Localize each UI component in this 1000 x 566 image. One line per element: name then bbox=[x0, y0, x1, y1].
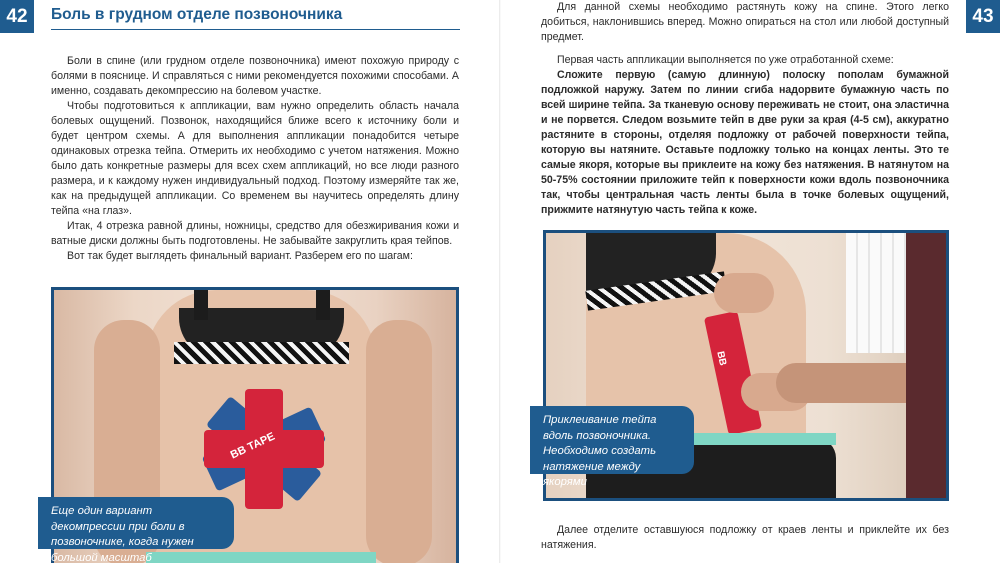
sports-bra-strap-left bbox=[194, 290, 208, 320]
sports-bra-strap-right bbox=[316, 290, 330, 320]
hand-top bbox=[714, 273, 774, 313]
tape-brand-label: BB TAPE bbox=[228, 430, 277, 462]
paragraph: Боли в спине (или грудном отделе позвоночника) имеют похожую природу с болями в пояснице. И справляться с ними рекомендуется похожими способами. А именно, создавать декомпрессию на болевом участке. bbox=[51, 55, 459, 97]
sports-bra-band bbox=[174, 342, 349, 364]
paragraph: Вот так будет выглядеть финальный вариант. Разберем его по шагам: bbox=[67, 250, 413, 262]
paragraph: Итак, 4 отрезка равной длины, ножницы, средство для обезжиривания кожи и ватные диски должны быть подготовлены. Не забывайте закруглить края тейпов. bbox=[51, 220, 459, 247]
right-page-text-bottom bbox=[541, 523, 949, 553]
paragraph: Далее отделите оставшуюся подложку от краев ленты и приклейте их без натяжения. bbox=[541, 524, 949, 551]
caption-right-photo: Приклеивание тейпа вдоль позвоночника. Необходимо создать натяжение между якорями bbox=[530, 406, 694, 474]
tape-brand-label: BB bbox=[714, 350, 729, 367]
page-gutter bbox=[499, 0, 501, 563]
chapter-title: Боль в грудном отделе позвоночника bbox=[51, 6, 343, 23]
left-page-text bbox=[51, 54, 459, 264]
right-page-text bbox=[541, 0, 949, 218]
instruction-paragraph: Сложите первую (самую длинную) полоску пополам бумажной подложкой наружу. Затем по линии сгиба надорвите бумажную часть по всей ширине тейпа. За тканевую основу переживать не стоит, она эластична и не порвется. Следом возьмите тейп в две руки за края (4-5 см), аккуратно растяните в стороны, отделяя подложку от рабочей поверхности тейпа, которую вы натяните. Оставьте подложку только на концах ленты. Это те самые якоря, которые вы приклеите на кожу без натяжения. В натянутом на 50-75% состоянии приложите тейп к поверхности кожи вдоль позвоночника так, чтобы центральная часть ленты была в точке болевых ощущений, прижмите натянутую часть тейпа к коже. bbox=[541, 69, 949, 216]
arm-right bbox=[366, 320, 432, 563]
paragraph: Чтобы подготовиться к аппликации, вам нужно определить область начала болевых ощущений. Позвонок, находящийся ближе всего к источнику боли и будет центром схемы. А для выполнения аппликации понадобится четыре одинаковых отрезка тейпа. Отмерить их необходимо с учетом натяжения. Можно было дать конкретные размеры для всех схем аппликаций, но все люди разного размера, и к каждому нужен индивидуальный подход. Поэтому измеряйте так же, как на предыдущей аппликации. Со временем вы научитесь определять длину тейпа «на глаз». bbox=[51, 100, 459, 217]
page-number-right: 43 bbox=[966, 0, 1000, 33]
caption-left-photo: Еще один вариант декомпрессии при боли в позвоночнике, когда нужен большой масштаб bbox=[38, 497, 234, 549]
shorts-waistband bbox=[146, 552, 376, 563]
paragraph: Для данной схемы необходимо растянуть кожу на спине. Этого легко добиться, наклонившись вперед. Можно опираться на стол или любой доступный предмет. bbox=[541, 1, 949, 43]
title-underline bbox=[51, 29, 460, 30]
assistant-sleeve bbox=[906, 233, 949, 501]
page-number-left: 42 bbox=[0, 0, 34, 33]
paragraph: Первая часть аппликации выполняется по уже отработанной схеме: bbox=[557, 54, 894, 66]
